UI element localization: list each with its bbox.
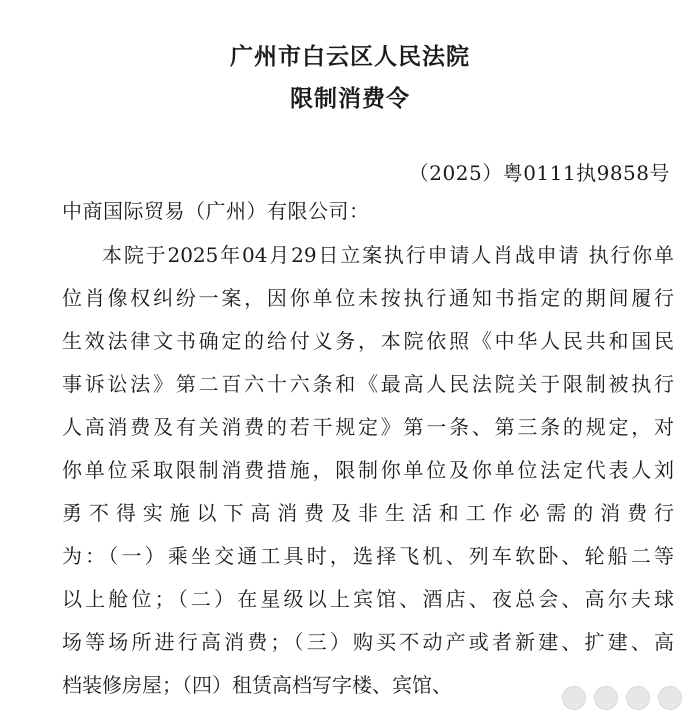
body-line: 为：（一）乘坐交通工具时，选择飞机、列车软卧、轮船二等 (62, 544, 674, 568)
body-line: 本院于2025年04月29日立案执行申请人肖战申请 执行你单 (102, 243, 674, 267)
case-number: （2025）粤0111执9858号 (408, 161, 670, 185)
body-line: 勇不得实施以下高消费及非生活和工作必需的消费行 (62, 501, 674, 525)
watermark-dot-icon (594, 686, 618, 710)
body-line: 场等场所进行高消费；（三）购买不动产或者新建、扩建、高 (62, 630, 674, 654)
body-line: 事诉讼法》第二百六十六条和《最高人民法院关于限制被执行 (62, 372, 674, 396)
body-line: 人高消费及有关消费的若干规定》第一条、第三条的规定，对 (62, 415, 674, 439)
addressee: 中商国际贸易（广州）有限公司： (62, 199, 370, 223)
watermark-overlay (532, 685, 682, 711)
watermark-dot-icon (562, 686, 586, 710)
order-title: 限制消费令 (290, 86, 410, 112)
body-line: 你单位采取限制消费措施，限制你单位及你单位法定代表人刘 (62, 458, 674, 482)
watermark-dot-icon (626, 686, 650, 710)
watermark-dot-icon (658, 686, 682, 710)
body-line: 生效法律文书确定的给付义务，本院依照《中华人民共和国民 (62, 329, 674, 353)
body-line: 位肖像权纠纷一案，因你单位未按执行通知书指定的期间履行 (62, 286, 674, 310)
body-line: 以上舱位；（二）在星级以上宾馆、酒店、夜总会、高尔夫球 (62, 587, 674, 611)
court-name: 广州市白云区人民法院 (230, 44, 470, 70)
body-line: 档装修房屋；（四）租赁高档写字楼、宾馆、 (62, 673, 452, 697)
